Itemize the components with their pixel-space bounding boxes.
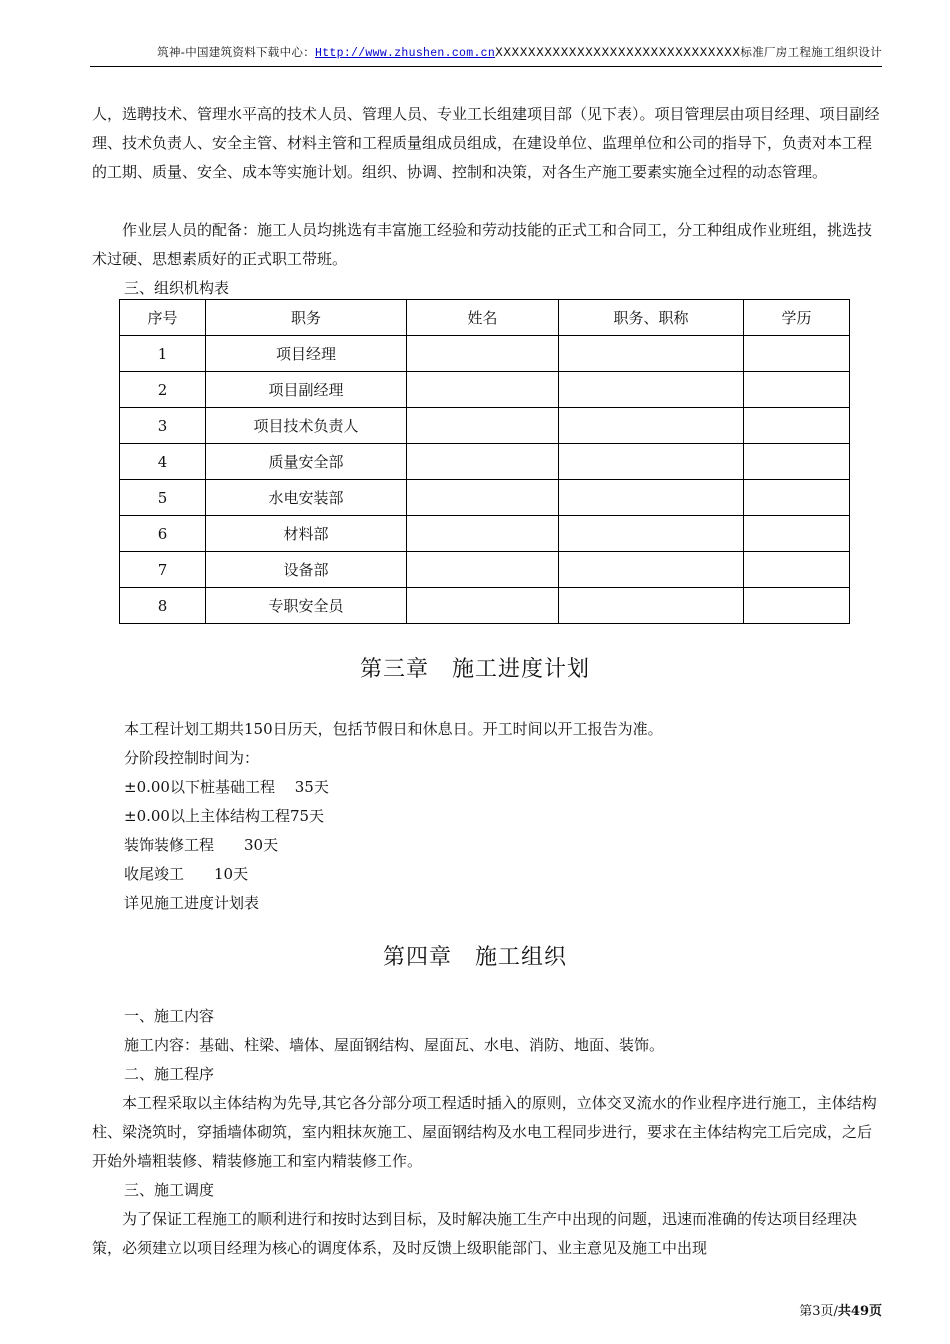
table-cell — [407, 444, 559, 480]
table-cell: 材料部 — [206, 516, 407, 552]
table-cell: 4 — [120, 444, 206, 480]
section-2-title: 二、施工程序 — [124, 1065, 215, 1083]
table-row — [120, 480, 850, 516]
table-cell: 项目副经理 — [206, 372, 407, 408]
table-cell: 水电安装部 — [206, 480, 407, 516]
table-cell: 专职安全员 — [206, 588, 407, 624]
intro-paragraph-1: 人，选聘技术、管理水平高的技术人员、管理人员、专业工长组建项目部（见下表）。项目管理层由项目经理、项目副经理、技术负责人、安全主管、材料主管和工程质量组成员组成，在建设单位、监理单位和公司的指导下，负责对本工程的工期、质量、安全、成本等实施计划。组织、协调、控制和决策，对各生产施工要素实施全过程的动态管理。 — [92, 105, 880, 181]
table-row — [120, 408, 850, 444]
schedule-line: 本工程计划工期共150日历天，包括节假日和休息日。开工时间以开工报告为准。 — [124, 720, 663, 738]
table-cell — [559, 552, 744, 588]
table-cell — [744, 408, 850, 444]
table-cell: 6 — [120, 516, 206, 552]
table-cell: 项目经理 — [206, 336, 407, 372]
table-cell — [744, 444, 850, 480]
table-cell — [744, 552, 850, 588]
table-cell — [744, 372, 850, 408]
table-cell: 2 — [120, 372, 206, 408]
schedule-line: 分阶段控制时间为： — [124, 749, 260, 767]
table-cell — [744, 480, 850, 516]
org-table-title: 三、组织机构表 — [124, 279, 230, 297]
table-cell: 8 — [120, 588, 206, 624]
schedule-line: 收尾竣工 10天 — [124, 865, 249, 883]
org-table-header-cell: 序号 — [120, 300, 206, 336]
org-table-header-cell: 姓名 — [407, 300, 559, 336]
table-row — [120, 552, 850, 588]
schedule-line: 详见施工进度计划表 — [124, 894, 260, 912]
table-cell — [559, 408, 744, 444]
table-cell: 1 — [120, 336, 206, 372]
table-cell: 5 — [120, 480, 206, 516]
table-cell — [744, 516, 850, 552]
table-row — [120, 588, 850, 624]
page-number: 第3页/ — [799, 1304, 838, 1319]
table-cell — [559, 372, 744, 408]
table-cell — [744, 588, 850, 624]
table-row — [120, 516, 850, 552]
section-3-title: 三、施工调度 — [124, 1181, 215, 1199]
intro-paragraph-2: 作业层人员的配备：施工人员均挑选有丰富施工经验和劳动技能的正式工和合同工，分工种组成作业班组，挑选技术过硬、思想素质好的正式职工带班。 — [92, 221, 873, 268]
org-table — [119, 299, 850, 624]
table-cell — [559, 480, 744, 516]
header-doc-title: XXXXXXXXXXXXXXXXXXXXXXXXXXXXXX标准厂房工程施工组织设计 — [495, 45, 882, 59]
table-cell — [407, 516, 559, 552]
section-1-title: 一、施工内容 — [124, 1007, 215, 1025]
table-row — [120, 336, 850, 372]
section-3-text: 为了保证工程施工的顺利进行和按时达到目标，及时解决施工生产中出现的问题，迅速而准确的传达项目经理决策，必须建立以项目经理为核心的调度体系，及时反馈上级职能部门、业主意见及施工中出现 — [92, 1210, 858, 1257]
schedule-line: 装饰装修工程 30天 — [124, 836, 279, 854]
org-table-header-cell: 职务、职称 — [559, 300, 744, 336]
schedule-line: ±0.00以下桩基础工程 35天 — [124, 778, 329, 796]
table-cell — [559, 588, 744, 624]
table-cell — [744, 336, 850, 372]
table-cell — [559, 336, 744, 372]
org-table-header — [120, 300, 850, 336]
table-cell: 项目技术负责人 — [206, 408, 407, 444]
chapter3-title: 第三章 施工进度计划 — [359, 657, 590, 682]
table-cell: 质量安全部 — [206, 444, 407, 480]
table-cell — [559, 516, 744, 552]
table-cell — [407, 408, 559, 444]
table-row — [120, 444, 850, 480]
table-cell: 3 — [120, 408, 206, 444]
org-table-header-cell: 学历 — [744, 300, 850, 336]
table-cell: 7 — [120, 552, 206, 588]
page-total: 共49页 — [837, 1304, 882, 1319]
section-2-text: 本工程采取以主体结构为先导,其它各分部分项工程适时插入的原则，立体交叉流水的作业程序进行施工，主体结构柱、梁浇筑时，穿插墙体砌筑，室内粗抹灰施工、屋面钢结构及水电工程同步进行，要求在主体结构完工后完成，之后开始外墙粗装修、精装修施工和室内精装修工作。 — [92, 1094, 877, 1170]
schedule-line: ±0.00以上主体结构工程75天 — [124, 807, 325, 825]
chapter4-title: 第四章 施工组织 — [382, 945, 567, 970]
page-header — [90, 40, 882, 67]
section-1-text: 施工内容：基础、柱梁、墙体、屋面钢结构、屋面瓦、水电、消防、地面、装饰。 — [124, 1036, 665, 1054]
table-cell — [407, 588, 559, 624]
table-cell — [559, 444, 744, 480]
table-cell: 设备部 — [206, 552, 407, 588]
header-site-name: 筑神-中国建筑资料下载中心： — [157, 45, 316, 59]
table-cell — [407, 372, 559, 408]
header-link[interactable]: Http://www.zhushen.com.cn — [315, 47, 496, 60]
page-footer — [799, 1300, 882, 1319]
table-row — [120, 372, 850, 408]
org-table-header-cell: 职务 — [206, 300, 407, 336]
table-cell — [407, 480, 559, 516]
table-cell — [407, 336, 559, 372]
table-cell — [407, 552, 559, 588]
